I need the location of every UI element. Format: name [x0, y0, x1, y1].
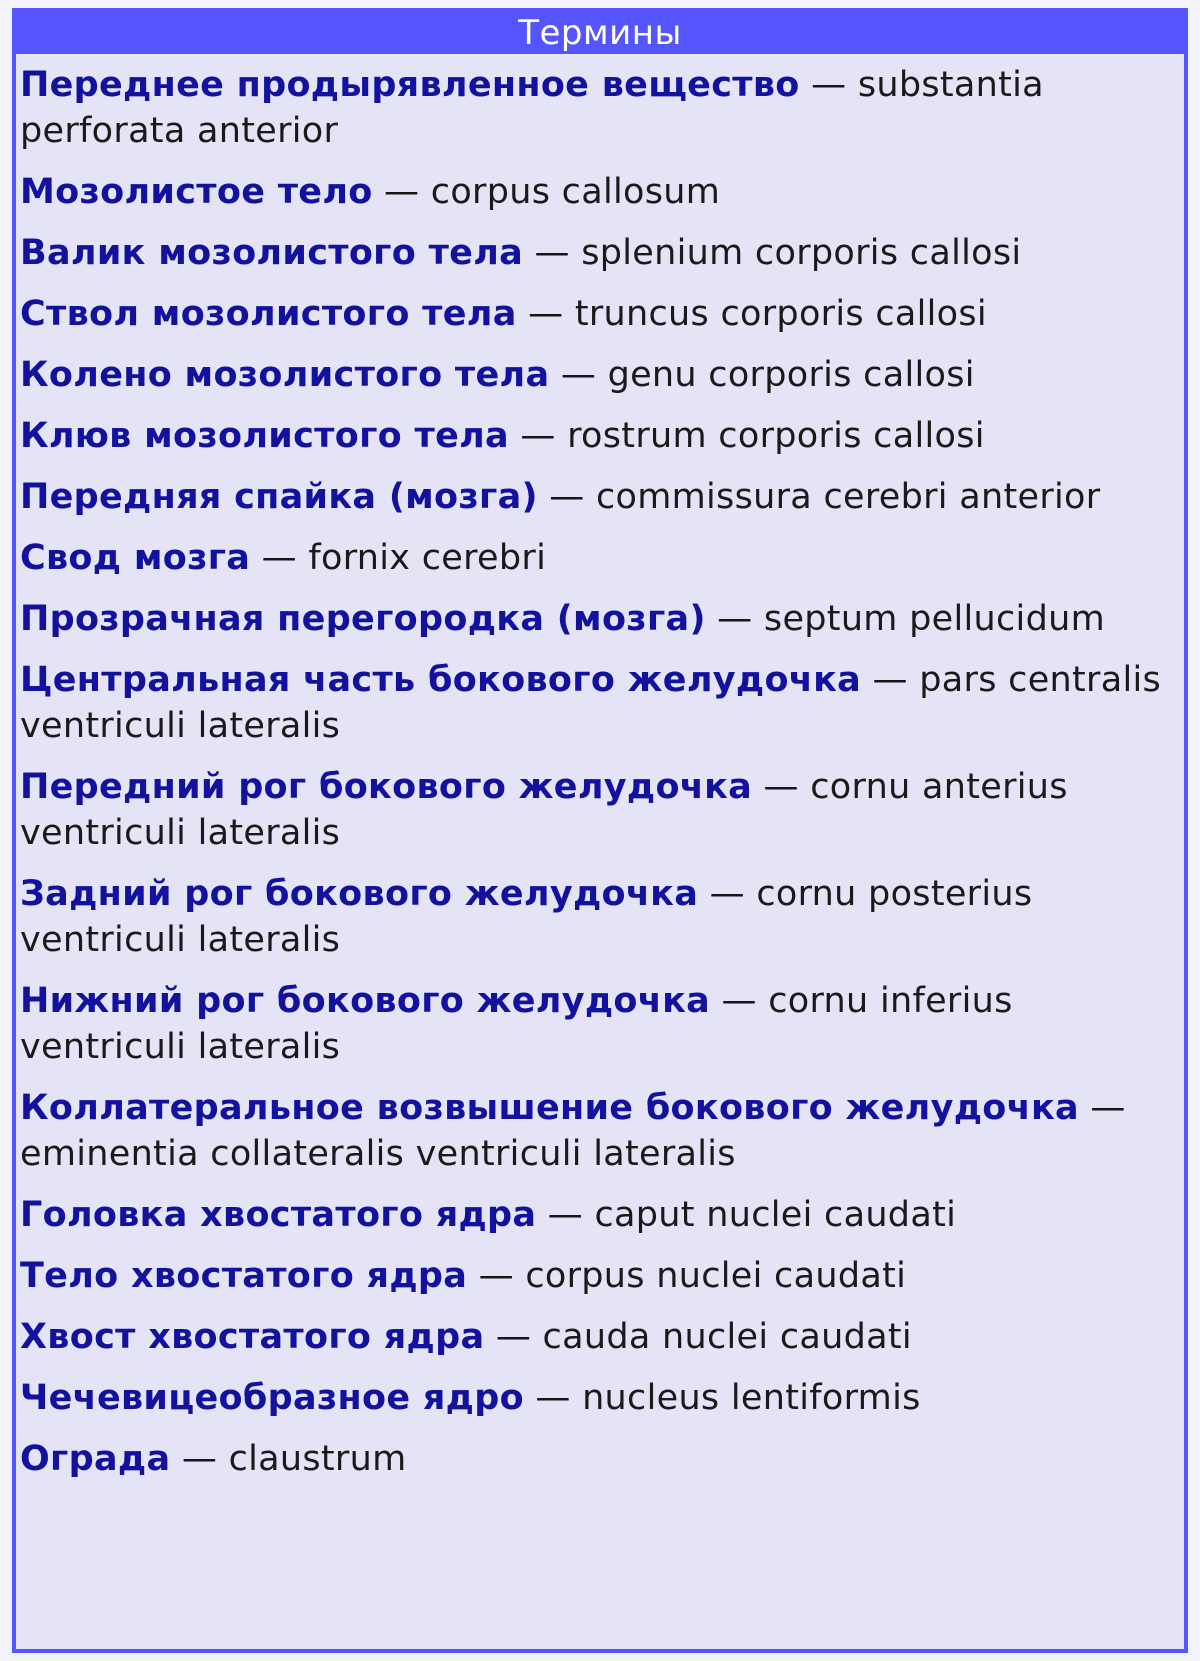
term-item — [20, 169, 1176, 215]
term-separator: — — [752, 767, 811, 807]
term-russian: Прозрачная перегородка (мозга) — [20, 599, 706, 639]
term-item — [20, 871, 1176, 963]
term-item — [20, 352, 1176, 398]
term-russian: Клюв мозолистого тела — [20, 416, 509, 456]
term-separator: — — [710, 981, 769, 1021]
term-russian: Ограда — [20, 1439, 171, 1479]
term-russian: Задний рог бокового желудочка — [20, 874, 699, 914]
term-russian: Коллатеральное возвышение бокового желудочка — [20, 1088, 1079, 1128]
term-separator: — — [372, 172, 431, 212]
term-separator: — — [549, 355, 608, 395]
term-russian: Валик мозолистого тела — [20, 233, 524, 273]
term-separator: — — [484, 1317, 543, 1357]
term-russian: Колено мозолистого тела — [20, 355, 550, 395]
term-russian: Мозолистое тело — [20, 172, 373, 212]
term-russian: Ствол мозолистого тела — [20, 294, 517, 334]
term-latin: cauda nuclei caudati — [542, 1317, 912, 1357]
term-latin: corpus nuclei caudati — [525, 1256, 907, 1296]
term-separator: — — [467, 1256, 526, 1296]
card-title: Термины — [16, 12, 1184, 54]
term-separator: — — [705, 599, 764, 639]
term-latin: genu corporis callosi — [607, 355, 975, 395]
term-russian: Головка хвостатого ядра — [20, 1195, 537, 1235]
term-latin: truncus corporis callosi — [574, 294, 987, 334]
term-latin: splenium corporis callosi — [581, 233, 1022, 273]
term-latin: cornu posterius ventriculi lateralis — [20, 874, 1033, 960]
term-russian: Передняя спайка (мозга) — [20, 477, 538, 517]
term-latin: caput nuclei caudati — [594, 1195, 957, 1235]
term-separator: — — [799, 65, 858, 105]
term-russian: Нижний рог бокового желудочка — [20, 981, 711, 1021]
term-latin: septum pellucidum — [763, 599, 1105, 639]
term-item — [20, 1085, 1176, 1177]
term-separator: — — [861, 660, 920, 700]
term-latin: claustrum — [228, 1439, 407, 1479]
term-russian: Хвост хвостатого ядра — [20, 1317, 485, 1357]
terms-card — [12, 8, 1188, 1653]
term-latin: cornu anterius ventriculi lateralis — [20, 767, 1068, 853]
term-item — [20, 535, 1176, 581]
term-separator: — — [536, 1195, 595, 1235]
term-latin: cornu inferius ventriculi lateralis — [20, 981, 1013, 1067]
term-item — [20, 596, 1176, 642]
term-separator: — — [250, 538, 309, 578]
term-item — [20, 1192, 1176, 1238]
term-russian: Передний рог бокового желудочка — [20, 767, 753, 807]
term-russian: Центральная часть бокового желудочка — [20, 660, 862, 700]
term-separator: — — [537, 477, 596, 517]
term-item — [20, 413, 1176, 459]
term-russian: Тело хвостатого ядра — [20, 1256, 468, 1296]
term-separator: — — [508, 416, 568, 456]
term-latin: commissura cerebri anterior — [595, 477, 1101, 517]
term-russian: Чечевицеобразное ядро — [20, 1378, 524, 1418]
term-latin: pars centralis ventriculi lateralis — [20, 660, 1162, 746]
term-item — [20, 474, 1176, 520]
term-latin: fornix cerebri — [308, 538, 547, 578]
term-latin: nucleus lentiformis — [582, 1378, 921, 1418]
term-latin: corpus callosum — [430, 172, 721, 212]
term-item — [20, 1314, 1176, 1360]
term-item — [20, 978, 1176, 1070]
term-separator: — — [516, 294, 575, 334]
term-item — [20, 657, 1176, 749]
term-russian: Свод мозга — [20, 538, 251, 578]
term-latin: eminentia collateralis ventriculi lateralis — [20, 1134, 736, 1174]
term-separator: — — [1078, 1088, 1126, 1128]
term-separator: — — [523, 233, 582, 273]
term-item — [20, 764, 1176, 856]
terms-list — [16, 54, 1184, 1482]
term-separator: — — [170, 1439, 229, 1479]
term-item — [20, 1375, 1176, 1421]
term-latin: rostrum corporis callosi — [567, 416, 985, 456]
term-item — [20, 1436, 1176, 1482]
term-latin: substantia perforata anterior — [20, 65, 1044, 151]
term-russian: Переднее продырявленное вещество — [20, 65, 800, 105]
term-item — [20, 291, 1176, 337]
term-item — [20, 230, 1176, 276]
term-item — [20, 1253, 1176, 1299]
term-item — [20, 62, 1176, 154]
term-separator: — — [523, 1378, 583, 1418]
term-separator: — — [698, 874, 757, 914]
